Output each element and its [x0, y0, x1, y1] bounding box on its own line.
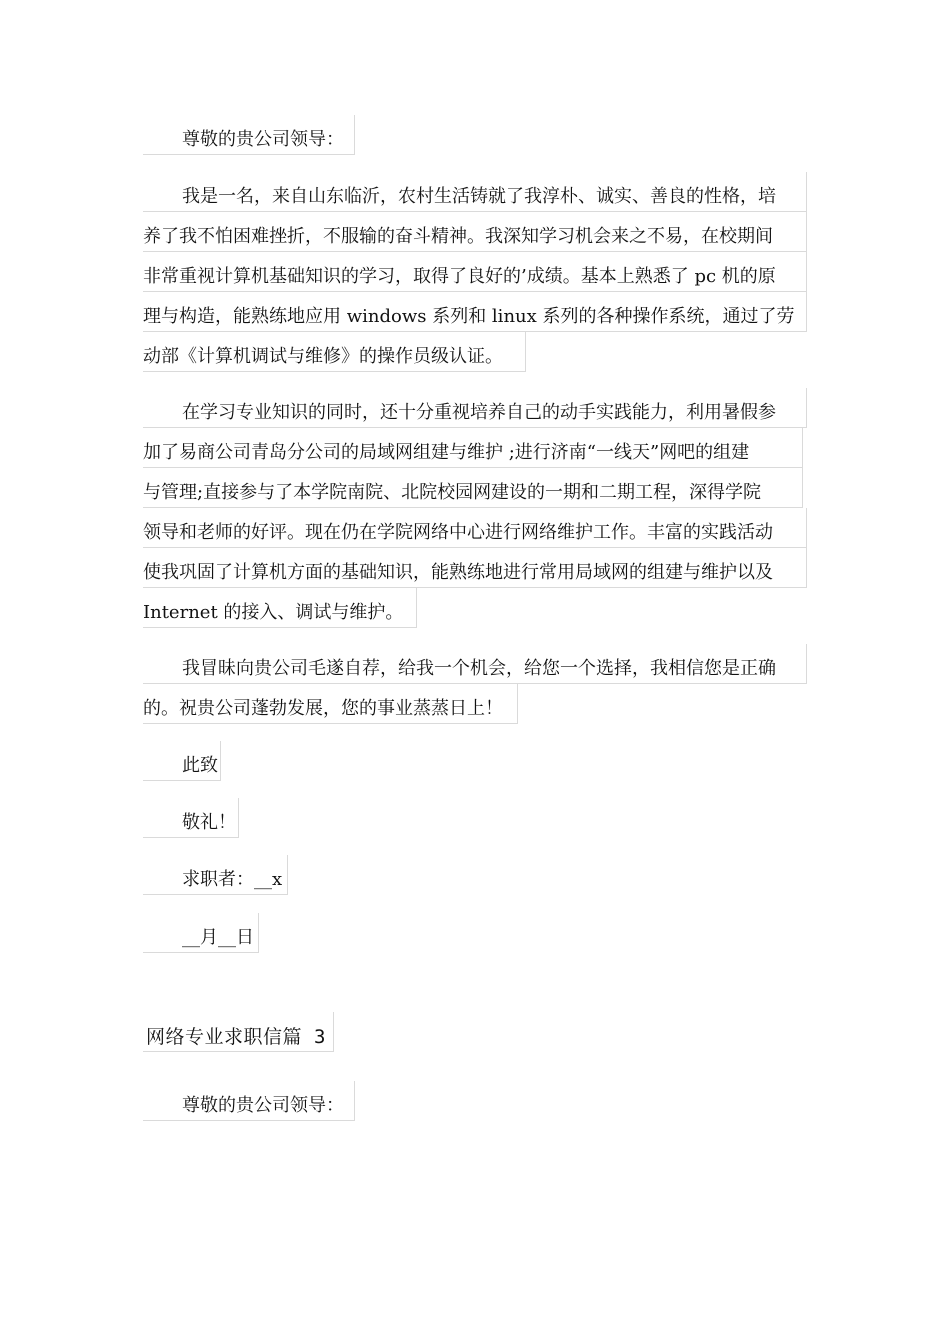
paragraph-line: 理与构造，能熟练地应用 windows 系列和 linux 系列的各种操作系统，通过了劳	[143, 292, 807, 332]
section-heading: 网络专业求职信篇 3	[143, 1012, 334, 1052]
signature: 求职者：__x	[143, 855, 288, 895]
date: __月__日	[143, 913, 259, 953]
paragraph-intro	[143, 172, 807, 372]
paragraph-line: 我冒昧向贵公司毛遂自荐，给我一个机会，给您一个选择，我相信您是正确	[143, 644, 807, 684]
salutation: 尊敬的贵公司领导：	[143, 1081, 355, 1121]
paragraph-practice	[143, 388, 807, 628]
paragraph-line: 与管理;直接参与了本学院南院、北院校园网建设的一期和二期工程，深得学院	[143, 468, 803, 508]
salutation: 尊敬的贵公司领导：	[143, 115, 355, 155]
paragraph-line: 使我巩固了计算机方面的基础知识，能熟练地进行常用局域网的组建与维护以及	[143, 548, 807, 588]
date-block	[143, 913, 807, 953]
paragraph-line: 加了易商公司青岛分公司的局域网组建与维护 ;进行济南“一线天”网吧的组建	[143, 428, 803, 468]
paragraph-line: 在学习专业知识的同时，还十分重视培养自己的动手实践能力，利用暑假参	[143, 388, 807, 428]
closing-greeting: 此致	[143, 741, 221, 781]
paragraph-line: 动部《计算机调试与维修》的操作员级认证。	[143, 332, 526, 372]
next-salutation-block	[143, 1081, 807, 1121]
paragraph-line: 我是一名，来自山东临沂，农村生活铸就了我淳朴、诚实、善良的性格，培	[143, 172, 807, 212]
paragraph-recommend	[143, 644, 807, 724]
paragraph-line: 养了我不怕困难挫折，不服输的奋斗精神。我深知学习机会来之不易，在校期间	[143, 212, 807, 252]
paragraph-line: 的。祝贵公司蓬勃发展，您的事业蒸蒸日上！	[143, 684, 518, 724]
paragraph-line: Internet 的接入、调试与维护。	[143, 588, 417, 628]
paragraph-line: 非常重视计算机基础知识的学习，取得了良好的’成绩。基本上熟悉了 pc 机的原	[143, 252, 807, 292]
signature-block	[143, 855, 807, 895]
closing-block-2	[143, 798, 807, 838]
closing-block-1	[143, 741, 807, 781]
paragraph-line: 领导和老师的好评。现在仍在学院网络中心进行网络维护工作。丰富的实践活动	[143, 508, 807, 548]
salutation-block	[143, 115, 807, 155]
closing-salute: 敬礼！	[143, 798, 239, 838]
section-heading-block	[143, 1012, 807, 1052]
